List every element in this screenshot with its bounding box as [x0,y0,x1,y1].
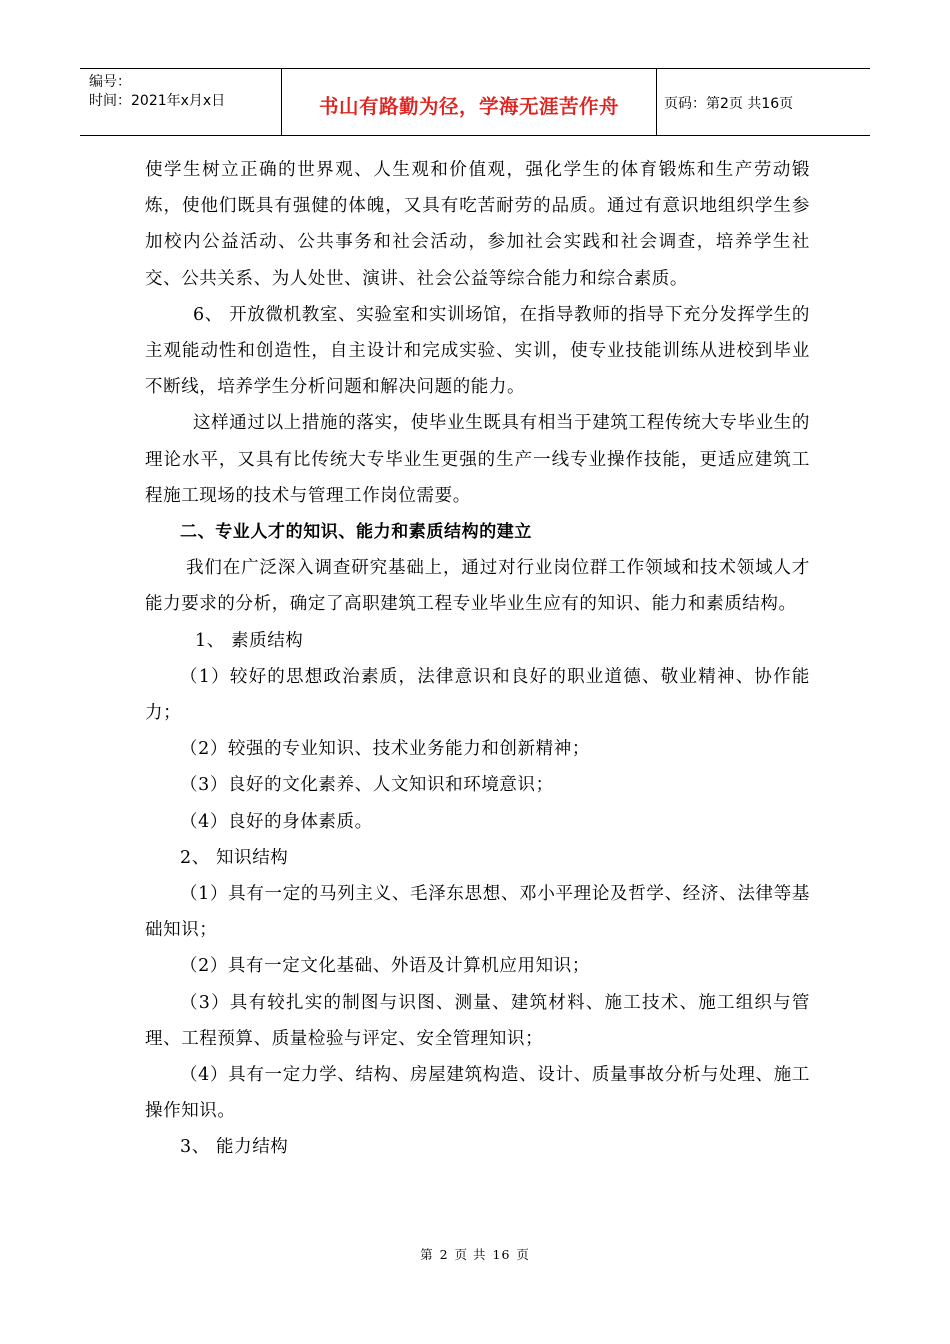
doc-number-label: 编号： [89,74,131,90]
footer-mid: 页 共 [454,1247,487,1262]
doc-date-label: 时间：2021年x月x日 [89,93,226,109]
section-heading: 二、专业人才的知识、能力和素质结构的建立 [180,522,532,543]
document-body [145,152,810,1166]
page-footer [0,1245,950,1263]
list-item: （2）较强的专业知识、技术业务能力和创新精神； [180,739,590,760]
footer-prefix: 第 [420,1247,434,1262]
subsection-title: 2、 知识结构 [180,847,289,868]
list-item: （3）良好的文化素养、人文知识和环境意识； [180,775,554,796]
page-header [80,68,870,136]
list-item: （3）具有较扎实的制图与识图、测量、建筑材料、施工技术、施工组织与管理、工程预算、质量检验与评定、安全管理知识； [145,992,810,1049]
list-item: （4）良好的身体素质。 [180,811,373,832]
subsection-title: 3、 能力结构 [180,1137,289,1158]
list-item: 6、 开放微机教室、实验室和实训场馆，在指导教师的指导下充分发挥学生的主观能动性和创造性，自主设计和完成实验、实训，使专业技能训练从进校到毕业不断线，培养学生分析问题和解决问题的能力。 [145,304,810,398]
header-page-info: 页码：第2页 共16页 [664,96,794,112]
list-item: （1）具有一定的马列主义、毛泽东思想、邓小平理论及哲学、经济、法律等基础知识； [145,884,810,941]
list-item: （4）具有一定力学、结构、房屋建筑构造、设计、质量事故分析与处理、施工操作知识。 [145,1065,810,1122]
paragraph: 这样通过以上措施的落实，使毕业生既具有相当于建筑工程传统大专毕业生的理论水平，又具有比传统大专毕业生更强的生产一线专业操作技能，更适应建筑工程施工现场的技术与管理工作岗位需要。 [145,413,810,506]
paragraph: 使学生树立正确的世界观、人生观和价值观，强化学生的体育锻炼和生产劳动锻炼，使他们既具有强健的体魄，又具有吃苦耐劳的品质。通过有意识地组织学生参加校内公益活动、公共事务和社会活动，参加社会实践和社会调查，培养学生社交、公共关系、为人处世、演讲、社会公益等综合能力和综合素质。 [145,160,810,289]
footer-page-number: 2 [439,1247,449,1262]
list-item: （1）较好的思想政治素质，法律意识和良好的职业道德、敬业精神、协作能力； [145,666,810,724]
footer-page-total: 16 [492,1247,511,1262]
paragraph: 我们在广泛深入调查研究基础上，通过对行业岗位群工作领域和技术领域人才能力要求的分析，确定了高职建筑工程专业毕业生应有的知识、能力和素质结构。 [145,558,810,615]
header-motto: 书山有路勤为径，学海无涯苦作舟 [282,69,657,135]
subsection-title: 1、 素质结构 [195,630,304,651]
list-item: （2）具有一定文化基础、外语及计算机应用知识； [180,956,590,977]
header-meta [80,69,282,135]
footer-suffix: 页 [516,1247,530,1262]
